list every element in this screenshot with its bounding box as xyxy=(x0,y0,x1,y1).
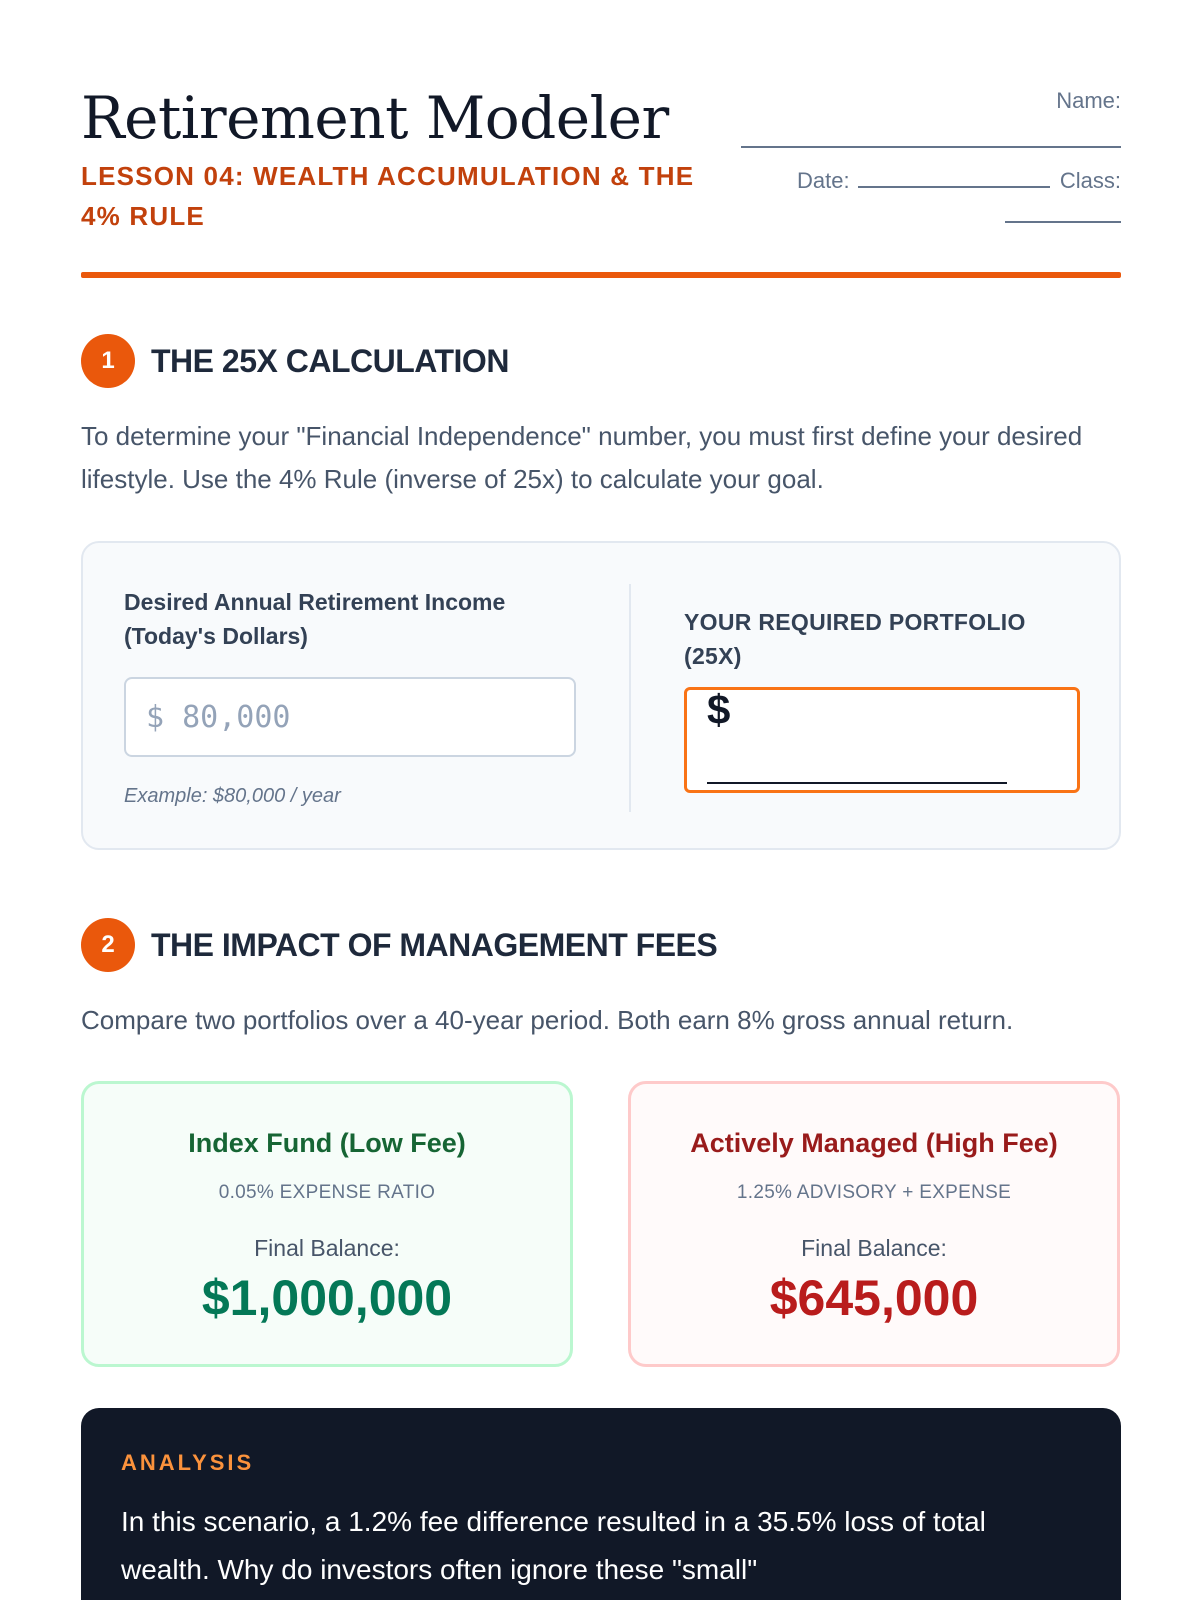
section-number-badge: 1 xyxy=(81,334,135,388)
analysis-panel xyxy=(81,1408,1121,1600)
calculation-panel xyxy=(81,541,1121,850)
income-input[interactable]: $ 80,000 xyxy=(124,677,576,757)
final-balance: $645,000 xyxy=(769,1270,979,1326)
section-1-description: To determine your "Financial Independence" number, you must first define your desired lifestyle. Use the 4% Rule (inverse of 25x) to calculate your goal. xyxy=(81,421,1083,494)
analysis-label: ANALYSIS xyxy=(121,1450,255,1475)
section-title: THE 25X CALCULATION xyxy=(151,342,509,379)
answer-line xyxy=(707,782,1007,784)
income-column xyxy=(124,585,576,807)
class-field[interactable] xyxy=(1005,221,1121,223)
class-label: Class: xyxy=(1059,168,1121,193)
page-title: Retirement Modeler xyxy=(81,84,669,152)
income-example: Example: $80,000 / year xyxy=(124,785,341,807)
header-divider xyxy=(81,272,1121,278)
section-number-badge: 2 xyxy=(81,918,135,972)
section-2-heading xyxy=(81,918,717,972)
balance-label: Final Balance: xyxy=(801,1235,947,1261)
section-2-description: Compare two portfolios over a 40-year period. Both earn 8% gross annual return. xyxy=(81,1005,1014,1035)
expense-ratio: 1.25% ADVISORY + EXPENSE xyxy=(736,1182,1012,1203)
required-portfolio-field[interactable] xyxy=(684,687,1080,793)
income-label: Desired Annual Retirement Income (Today's Dollars) xyxy=(124,589,506,649)
name-label: Name: xyxy=(1056,88,1121,113)
date-label: Date: xyxy=(797,168,850,193)
expense-ratio: 0.05% EXPENSE RATIO xyxy=(218,1182,436,1203)
dollar-sign: $ xyxy=(707,686,731,733)
balance-label: Final Balance: xyxy=(254,1235,400,1261)
worksheet-header xyxy=(81,78,1121,278)
date-class-row xyxy=(797,168,1121,194)
fund-name: Index Fund (Low Fee) xyxy=(188,1128,466,1158)
high-fee-card xyxy=(628,1081,1120,1367)
result-label: YOUR REQUIRED PORTFOLIO (25X) xyxy=(684,609,1026,669)
name-field[interactable] xyxy=(741,146,1121,148)
low-fee-card xyxy=(81,1081,573,1367)
final-balance: $1,000,000 xyxy=(201,1270,453,1326)
result-column xyxy=(684,605,1080,733)
analysis-text: In this scenario, a 1.2% fee difference resulted in a 35.5% loss of total wealth. Why do investors often ignore these "small" xyxy=(121,1506,986,1585)
column-divider xyxy=(629,584,631,812)
lesson-subtitle: LESSON 04: WEALTH ACCUMULATION & THE 4% RULE xyxy=(81,161,695,231)
fund-name: Actively Managed (High Fee) xyxy=(690,1128,1058,1158)
section-1-heading xyxy=(81,334,509,388)
section-title: THE IMPACT OF MANAGEMENT FEES xyxy=(151,926,718,963)
date-field[interactable] xyxy=(858,174,1050,188)
